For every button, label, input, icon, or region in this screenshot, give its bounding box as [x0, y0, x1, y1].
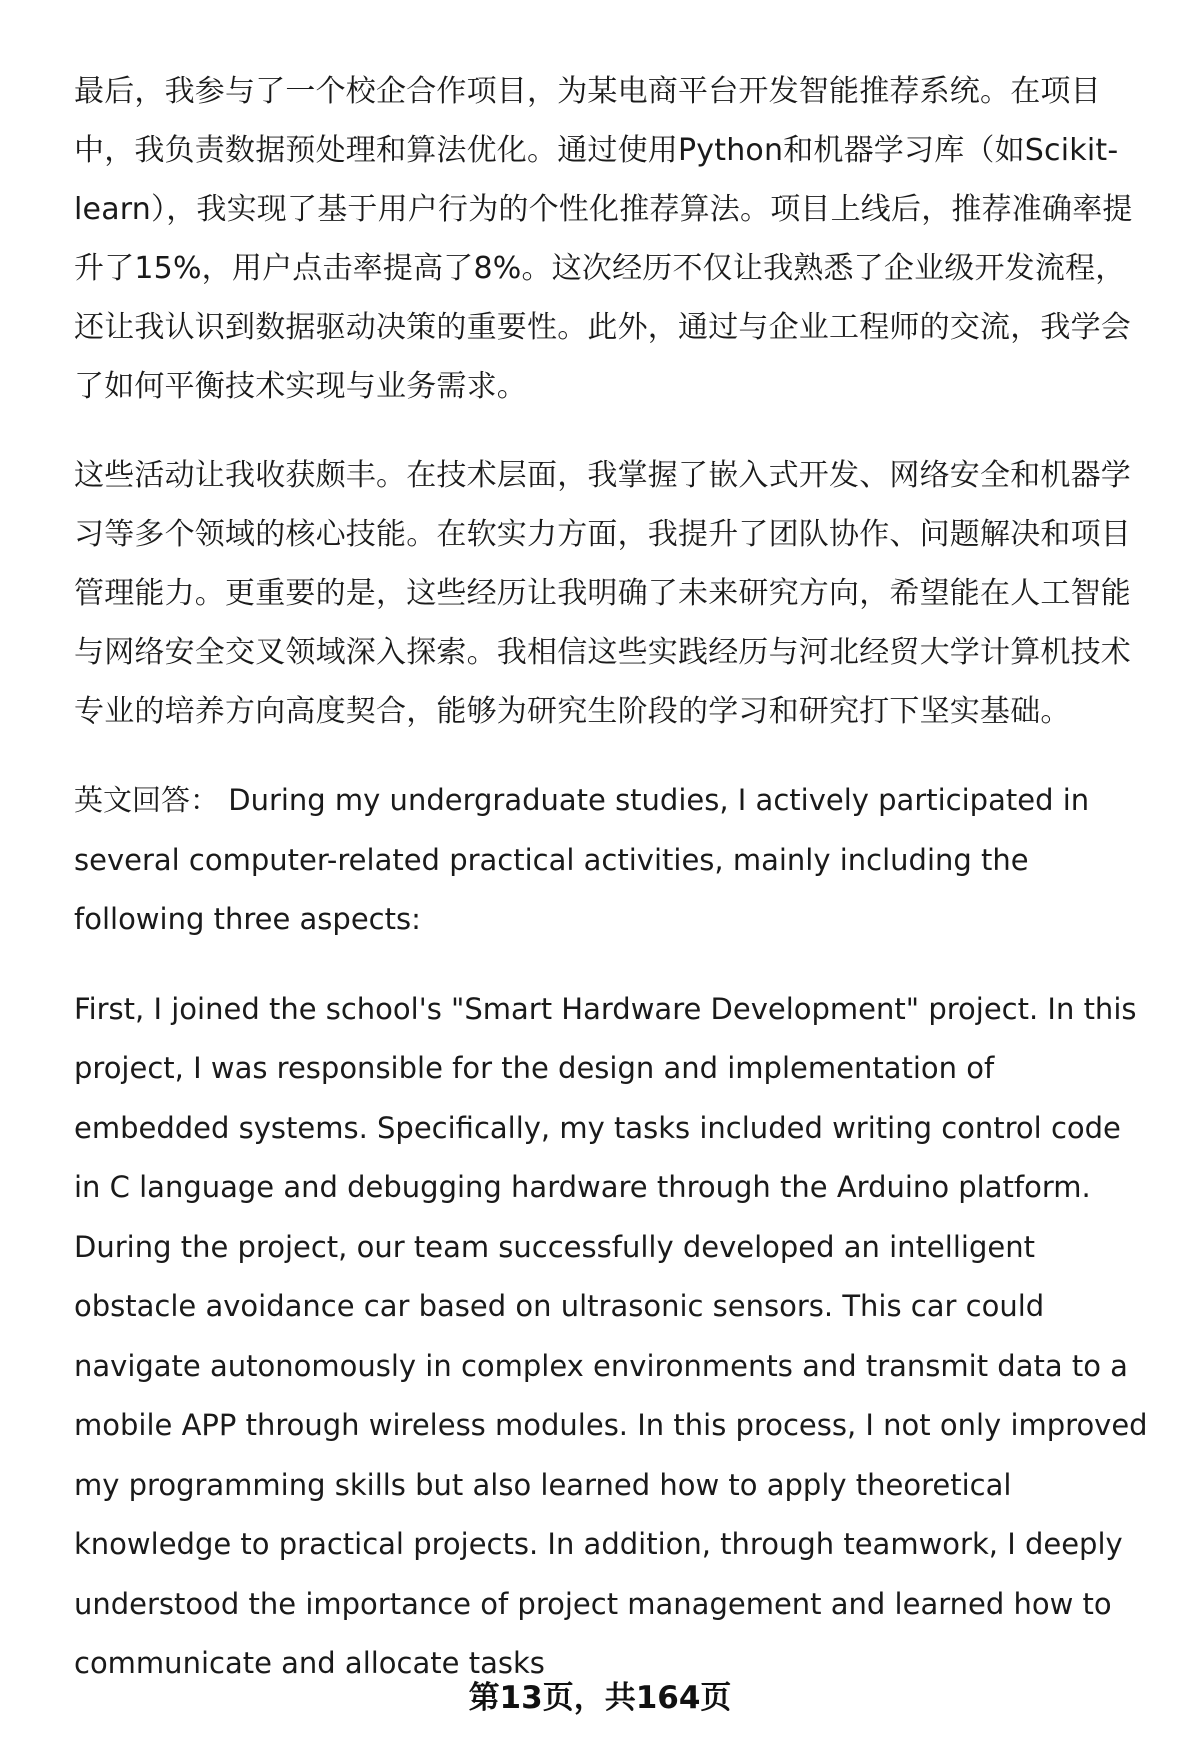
document-body — [74, 62, 1154, 1724]
paragraph-project-recommendation: 最后，我参与了一个校企合作项目，为某电商平台开发智能推荐系统。在项目中，我负责数据预处理和算法优化。通过使用Python和机器学习库（如Scikit-learn），我实现了基于用户行为的个性化推荐算法。项目上线后，推荐准确率提升了15%，用户点击率提高了8%。这次经历不仅让我熟悉了企业级开发流程，还让我认识到数据驱动决策的重要性。此外，通过与企业工程师的交流，我学会了如何平衡技术实现与业务需求。 — [74, 74, 1133, 404]
paragraph-summary: 这些活动让我收获颇丰。在技术层面，我掌握了嵌入式开发、网络安全和机器学习等多个领域的核心技能。在软实力方面，我提升了团队协作、问题解决和项目管理能力。更重要的是，这些经历让我明确了未来研究方向，希望能在人工智能与网络安全交叉领域深入探索。我相信这些实践经历与河北经贸大学计算机技术专业的培养方向高度契合，能够为研究生阶段的学习和研究打下坚实基础。 — [74, 458, 1131, 729]
paragraph-english-first: First, I joined the school's "Smart Hardware Development" project. In this project, I was responsible for the design and implementation of embedded systems. Specifically, my tasks included writing control code in C language and debugging hardware through the Arduino platform. During the project, our team successfully developed an intelligent obstacle avoidance car based on ultrasonic sensors. This car could navigate autonomously in complex environments and transmit data to a mobile APP through wireless modules. In this process, I not only improved my programming skills but also learned how to apply theoretical knowledge to practical projects. In addition, through teamwork, I deeply understood the importance of project management and learned how to communicate and allocate tasks — [74, 991, 1148, 1680]
english-answer-intro: During my undergraduate studies, I actively participated in several computer-related practical activities, mainly including the following three aspects: — [74, 783, 1090, 936]
english-answer-label: 英文回答： — [74, 783, 220, 817]
page-number: 第13页，共164页 — [468, 1680, 732, 1716]
paragraph-english-intro — [74, 771, 1154, 950]
